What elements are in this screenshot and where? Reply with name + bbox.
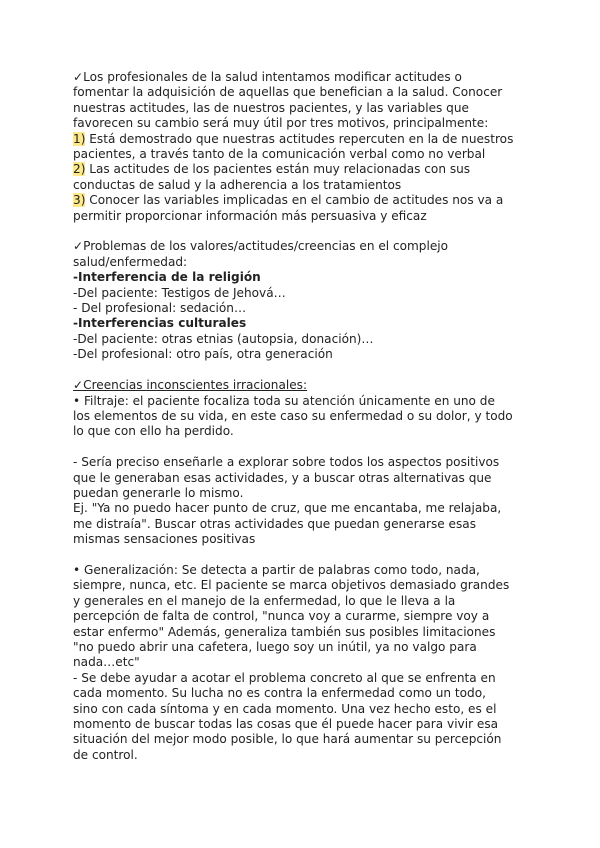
text-line: sino con cada síntoma y en cada momento. Una vez hecho esto, es el — [73, 701, 497, 716]
text-line: estar enfermo" Además, generaliza también sus posibles limitaciones — [73, 624, 496, 639]
list-item-3 — [73, 193, 533, 208]
text-line: que le generaban esas actividades, y a buscar otras alternativas que — [73, 470, 492, 485]
text-line: puedan generarle lo mismo. — [73, 485, 244, 500]
item-number-highlight: 1) — [73, 131, 86, 146]
text-line: - Sería preciso enseñarle a explorar sobre todos los aspectos positivos — [73, 455, 500, 470]
text-line: permitir proporcionar información más persuasiva y eficaz — [73, 208, 427, 223]
text-line: Ej. "Ya no puedo hacer punto de cruz, que me encantaba, me relajaba, — [73, 501, 502, 516]
text-line: Las actitudes de los pacientes están muy relacionadas con sus — [85, 162, 471, 177]
text-line: y generales en el manejo de la enfermedad, lo que le lleva a la — [73, 593, 456, 608]
section-irrational-beliefs — [73, 378, 533, 763]
text-line: cada momento. Su lucha no es contra la enfermedad como un todo, — [73, 686, 486, 701]
document-body — [73, 70, 533, 763]
subheading-religion: -Interferencia de la religión — [73, 270, 261, 285]
text-line: • Filtraje: el paciente focaliza toda su atención únicamente en uno de — [73, 393, 495, 408]
text-line: percepción de falta de control, "nunca voy a curarme, siempre voy a — [73, 609, 490, 624]
text-line: Está demostrado que nuestras actitudes repercuten en la de nuestros — [85, 131, 514, 146]
spacer — [73, 224, 533, 239]
subheading-cultural: -Interferencias culturales — [73, 316, 247, 331]
text-line: nuestras actitudes, las de nuestros pacientes, y las variables que — [73, 100, 469, 115]
text-line: nada…etc" — [73, 655, 140, 670]
text-line: siempre, nunca, etc. El paciente se marca objetivos demasiado grandes — [73, 578, 510, 593]
section-attitudes — [73, 70, 533, 224]
text-line: me distraía". Buscar otras actividades que puedan generarse esas — [73, 516, 477, 531]
spacer — [73, 548, 533, 563]
text-line: los elementos de su vida, en este caso su enfermedad o su dolor, y todo — [73, 408, 513, 423]
text-line: conductas de salud y la adherencia a los tratamientos — [73, 177, 402, 192]
section-title: ✓Problemas de los valores/actitudes/creencias en el complejo — [73, 239, 449, 254]
text-line: pacientes, a través tanto de la comunicación verbal como no verbal — [73, 147, 486, 162]
section-title: ✓Creencias inconscientes irracionales: — [73, 378, 308, 393]
spacer — [73, 440, 533, 455]
section-problems — [73, 239, 533, 362]
text-line: de control. — [73, 747, 138, 762]
list-item-1 — [73, 132, 533, 147]
section-title: salud/enfermedad: — [73, 254, 188, 269]
text-line: fomentar la adquisición de aquellas que benefician a la salud. Conocer — [73, 85, 503, 100]
item-number-highlight: 3) — [73, 193, 86, 208]
text-line: -Del paciente: Testigos de Jehová… — [73, 285, 286, 300]
text-line: - Se debe ayudar a acotar el problema concreto al que se enfrenta en — [73, 670, 496, 685]
text-line: -Del profesional: otro país, otra generación — [73, 347, 333, 362]
text-line: - Del profesional: sedación… — [73, 301, 247, 316]
text-line: lo que con ello ha perdido. — [73, 424, 234, 439]
text-line: favorecen su cambio será muy útil por tres motivos, principalmente: — [73, 116, 489, 131]
spacer — [73, 363, 533, 378]
text-line: • Generalización: Se detecta a partir de palabras como todo, nada, — [73, 562, 480, 577]
item-number-highlight: 2) — [73, 162, 86, 177]
text-line: -Del paciente: otras etnias (autopsia, donación)… — [73, 331, 374, 346]
text-line: momento de buscar todas las cosas que él puede hacer para vivir esa — [73, 717, 499, 731]
text-line: ✓Los profesionales de la salud intentamos modificar actitudes o — [73, 70, 462, 84]
text-line: situación del mejor modo posible, lo que hará aumentar su percepción — [73, 732, 502, 747]
list-item-2 — [73, 162, 533, 177]
text-line: Conocer las variables implicadas en el cambio de actitudes nos va a — [85, 193, 504, 208]
text-line: "no puedo abrir una cafetera, luego soy un inútil, ya no valgo para — [73, 639, 477, 654]
text-line: mismas sensaciones positivas — [73, 532, 256, 547]
